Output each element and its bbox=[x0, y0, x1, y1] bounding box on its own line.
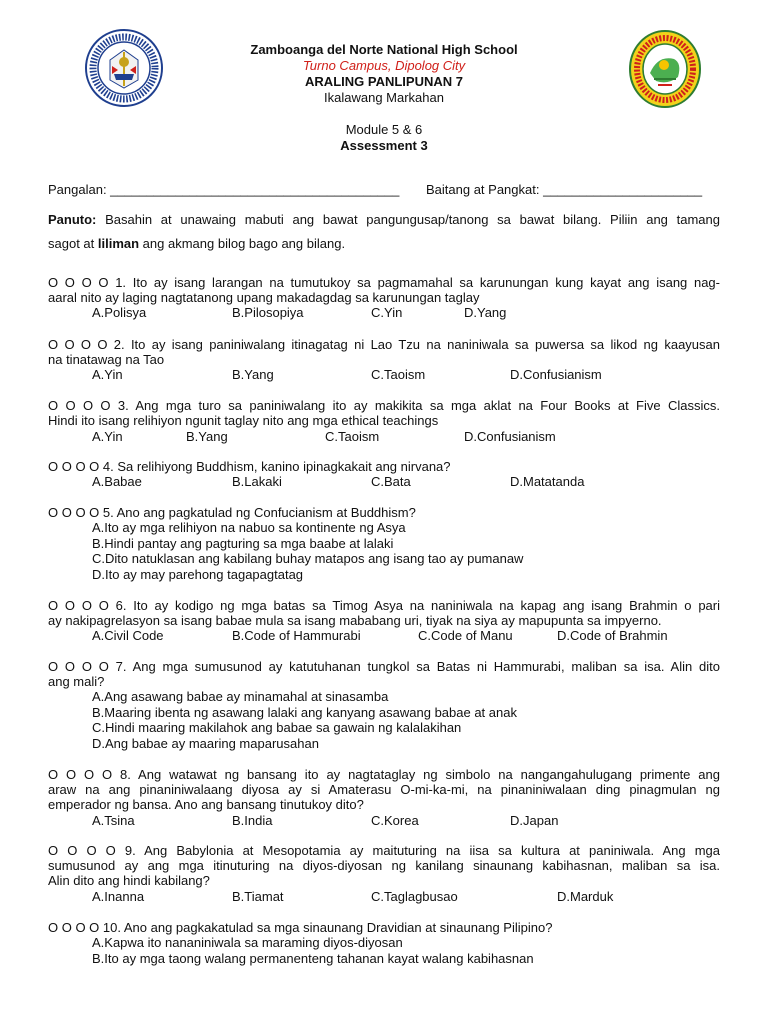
q3-choice-d[interactable]: D.Confusianism bbox=[464, 429, 556, 444]
question-9-line-2: sumusunod ay ang mga itinuturing na diyos-diyosan ng kanilang sinaunang kabihasnan, maliban sa isa. bbox=[48, 858, 720, 873]
q7-choice-c[interactable]: C.Hindi maaring makilahok ang babae sa gawain ng kalalakihan bbox=[92, 720, 462, 735]
q6-choice-c[interactable]: C.Code of Manu bbox=[418, 628, 513, 643]
q9-choice-b[interactable]: B.Tiamat bbox=[232, 889, 284, 904]
q5-choice-a[interactable]: A.Ito ay mga relihiyon na nabuo sa kontinente ng Asya bbox=[92, 520, 406, 535]
question-1-line-2: aaral nito ay laging nagtatanong upang makadagdag sa karunungan taglay bbox=[48, 290, 480, 305]
q4-choice-a[interactable]: A.Babae bbox=[92, 474, 142, 489]
question-8-line-2: araw na ang pinaniniwalaang diyosa ay si Amaterasu O-mi-ka-mi, na pinaniniwalaan ding pinagmulan ng bbox=[48, 782, 720, 797]
instructions-emphasis: liliman bbox=[97, 236, 140, 251]
question-9-line-3: Alin dito ang hindi kabilang? bbox=[48, 873, 210, 888]
q1-choice-c[interactable]: C.Yin bbox=[371, 305, 403, 320]
instructions-line-2: sagot at liliman ang akmang bilog bago ang bilang. bbox=[48, 236, 346, 251]
instructions-label: Panuto: bbox=[48, 212, 97, 227]
q9-choice-a[interactable]: A.Inanna bbox=[92, 889, 145, 904]
q6-choice-d[interactable]: D.Code of Brahmin bbox=[557, 628, 668, 643]
question-7-line-2: ang mali? bbox=[48, 674, 105, 689]
q1-choice-a[interactable]: A.Polisya bbox=[92, 305, 147, 320]
question-3-line-1[interactable]: O O O O 3. Ang mga turo sa paniniwalang ito ay makikita sa mga aklat na Four Books at Five Classics. bbox=[48, 398, 720, 413]
question-3-line-2: Hindi ito isang relihiyon ngunit taglay nito ang mga ethical teachings bbox=[48, 413, 439, 428]
question-10-line-1[interactable]: O O O O 10. Ano ang pagkakatulad sa mga sinaunang Dravidian at sinaunang Pilipino? bbox=[48, 920, 553, 935]
q1-choice-b[interactable]: B.Pilosopiya bbox=[232, 305, 304, 320]
question-9-line-1[interactable]: O O O O 9. Ang Babylonia at Mesopotamia ay maituturing na iisa sa kultura at paniniwala. Ang mga bbox=[48, 843, 720, 858]
question-6-line-1[interactable]: O O O O 6. Ito ay kodigo ng mga batas sa Timog Asya na naniniwala na kapag ang isang Brahmin o pari bbox=[48, 598, 720, 613]
question-2-line-1[interactable]: O O O O 2. Ito ay isang paniniwalang itinagatag ni Lao Tzu na naniniwala sa puwersa sa likod ng kaayusan bbox=[48, 337, 720, 352]
question-1-line-1[interactable]: O O O O 1. Ito ay isang larangan na tumutukoy sa pagmamahal sa karunungan kung kayat ang isang nag- bbox=[48, 275, 720, 290]
module-label: Module 5 & 6 bbox=[345, 122, 423, 137]
q4-choice-b[interactable]: B.Lakaki bbox=[232, 474, 282, 489]
question-5-line-1[interactable]: O O O O 5. Ano ang pagkatulad ng Confucianism at Buddhism? bbox=[48, 505, 416, 520]
q8-choice-c[interactable]: C.Korea bbox=[371, 813, 419, 828]
q5-choice-c[interactable]: C.Dito natuklasan ang kabilang buhay matapos ang isang tao ay pumanaw bbox=[92, 551, 524, 566]
q6-choice-a[interactable]: A.Civil Code bbox=[92, 628, 164, 643]
q8-choice-d[interactable]: D.Japan bbox=[510, 813, 559, 828]
q4-choice-c[interactable]: C.Bata bbox=[371, 474, 411, 489]
q10-choice-a[interactable]: A.Kapwa ito nananiniwala sa maraming diyos-diyosan bbox=[92, 935, 403, 950]
question-7-line-1[interactable]: O O O O 7. Ang mga sumusunod ay katutuhanan tungkol sa Batas ni Hammurabi, maliban sa isa. Alin dito bbox=[48, 659, 720, 674]
question-6-line-2: ay nakipagrelasyon sa isang babae mula sa isang mababang uri, tiyak na siya ay mapupunta sa impyerno. bbox=[48, 613, 662, 628]
name-field[interactable]: Pangalan: ________________________________________ bbox=[48, 182, 400, 197]
q4-choice-d[interactable]: D.Matatanda bbox=[510, 474, 585, 489]
q8-choice-b[interactable]: B.India bbox=[232, 813, 273, 828]
q7-choice-a[interactable]: A.Ang asawang babae ay minamahal at sinasamba bbox=[92, 689, 389, 704]
q2-choice-a[interactable]: A.Yin bbox=[92, 367, 123, 382]
q3-choice-a[interactable]: A.Yin bbox=[92, 429, 123, 444]
q7-choice-b[interactable]: B.Maaring ibenta ng asawang lalaki ang kanyang asawang babae at anak bbox=[92, 705, 517, 720]
q10-choice-b[interactable]: B.Ito ay mga taong walang permanenteng tahanan kayat walang kabihasnan bbox=[92, 951, 534, 966]
question-4-line-1[interactable]: O O O O 4. Sa relihiyong Buddhism, kanino ipinagkakait ang nirvana? bbox=[48, 459, 451, 474]
school-name: Zamboanga del Norte National High School bbox=[250, 42, 518, 57]
q3-choice-c[interactable]: C.Taoism bbox=[325, 429, 380, 444]
question-8-line-1[interactable]: O O O O 8. Ang watawat ng bansang ito ay nagtataglay ng simbolo na nangangahulugang primente ang bbox=[48, 767, 720, 782]
instructions-text: Basahin at unawaing mabuti ang bawat pangungusap/tanong sa bawat bilang. Piliin ang tamang bbox=[105, 212, 720, 227]
q6-choice-b[interactable]: B.Code of Hammurabi bbox=[232, 628, 361, 643]
instructions-line-1 bbox=[48, 212, 720, 228]
quarter-label: Ikalawang Markahan bbox=[324, 90, 444, 105]
q2-choice-d[interactable]: D.Confusianism bbox=[510, 367, 602, 382]
q9-choice-c[interactable]: C.Taglagbusao bbox=[371, 889, 458, 904]
q2-choice-c[interactable]: C.Taoism bbox=[371, 367, 426, 382]
q8-choice-a[interactable]: A.Tsina bbox=[92, 813, 135, 828]
grade-section-field[interactable]: Baitang at Pangkat: ______________________ bbox=[426, 182, 703, 197]
q7-choice-d[interactable]: D.Ang babae ay maaring maparusahan bbox=[92, 736, 319, 751]
q5-choice-b[interactable]: B.Hindi pantay ang pagturing sa mga baabe at lalaki bbox=[92, 536, 394, 551]
q3-choice-b[interactable]: B.Yang bbox=[186, 429, 228, 444]
q1-choice-d[interactable]: D.Yang bbox=[464, 305, 507, 320]
campus-name: Turno Campus, Dipolog City bbox=[302, 58, 466, 73]
q5-choice-d[interactable]: D.Ito ay may parehong tagapagtatag bbox=[92, 567, 304, 582]
assessment-title: Assessment 3 bbox=[340, 138, 428, 153]
subject-title: ARALING PANLIPUNAN 7 bbox=[305, 74, 463, 89]
q9-choice-d[interactable]: D.Marduk bbox=[557, 889, 614, 904]
document-header bbox=[0, 42, 768, 154]
question-2-line-2: na tinatawag na Tao bbox=[48, 352, 165, 367]
question-8-line-3: emperador ng bansa. Ano ang bansang tinutukoy dito? bbox=[48, 797, 364, 812]
q2-choice-b[interactable]: B.Yang bbox=[232, 367, 274, 382]
